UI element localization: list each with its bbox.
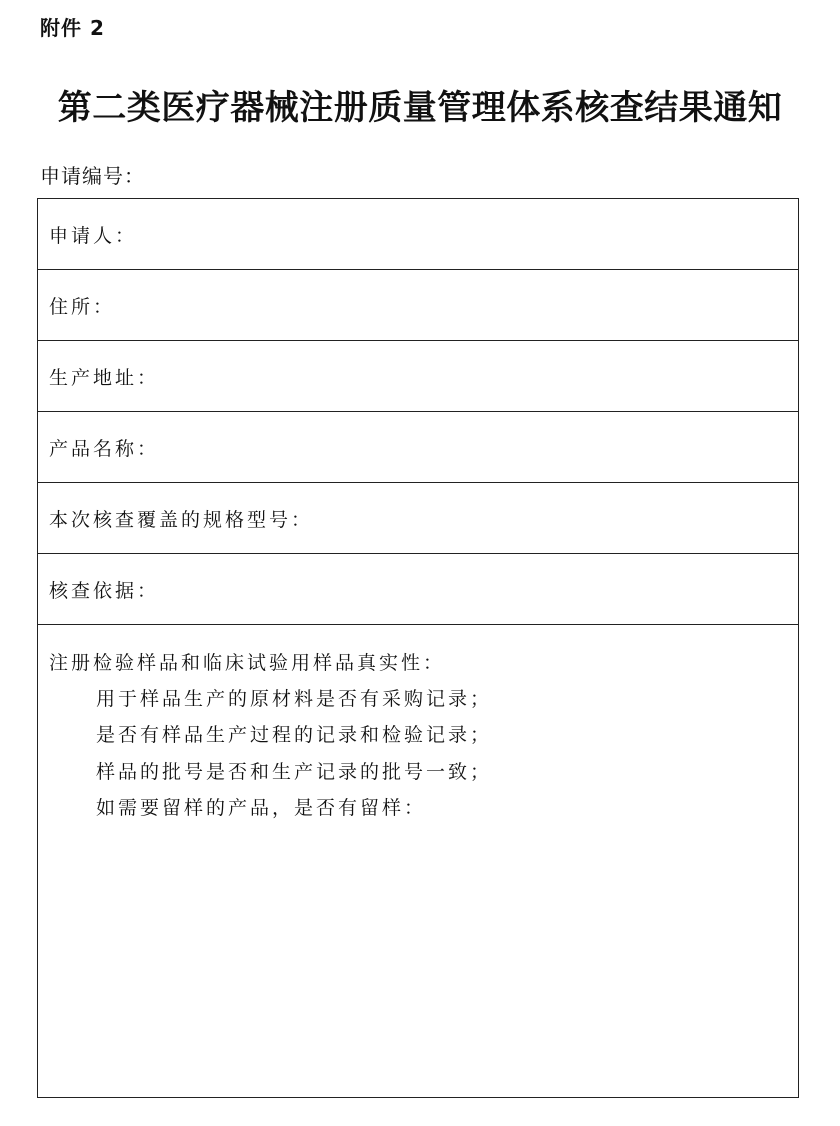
sample-item-raw-material: 用于样品生产的原材料是否有采购记录；	[96, 688, 493, 710]
form-row-inspection-basis	[38, 554, 798, 625]
model-spec-label: 本次核查覆盖的规格型号：	[49, 509, 314, 531]
sample-item-batch-number: 样品的批号是否和生产记录的批号一致；	[96, 761, 493, 783]
application-number-label: 申请编号：	[40, 164, 145, 188]
attachment-label: 附件 2	[40, 16, 105, 40]
inspection-basis-label: 核查依据：	[49, 580, 160, 602]
applicant-label: 申请人：	[49, 225, 138, 247]
production-address-label: 生产地址：	[49, 367, 160, 389]
form-row-product-name	[38, 412, 798, 483]
sample-item-retained-sample: 如需要留样的产品，是否有留样：	[96, 797, 427, 819]
sample-authenticity-heading: 注册检验样品和临床试验用样品真实性：	[49, 652, 446, 674]
form-row-applicant	[38, 199, 798, 270]
notice-form-table	[37, 198, 799, 1098]
page-title: 第二类医疗器械注册质量管理体系核查结果通知	[57, 88, 783, 128]
form-row-production-address	[38, 341, 798, 412]
sample-item-production-records: 是否有样品生产过程的记录和检验记录；	[96, 724, 493, 746]
form-row-model-spec	[38, 483, 798, 554]
product-name-label: 产品名称：	[49, 438, 160, 460]
address-label: 住所：	[49, 296, 116, 318]
form-row-address	[38, 270, 798, 341]
